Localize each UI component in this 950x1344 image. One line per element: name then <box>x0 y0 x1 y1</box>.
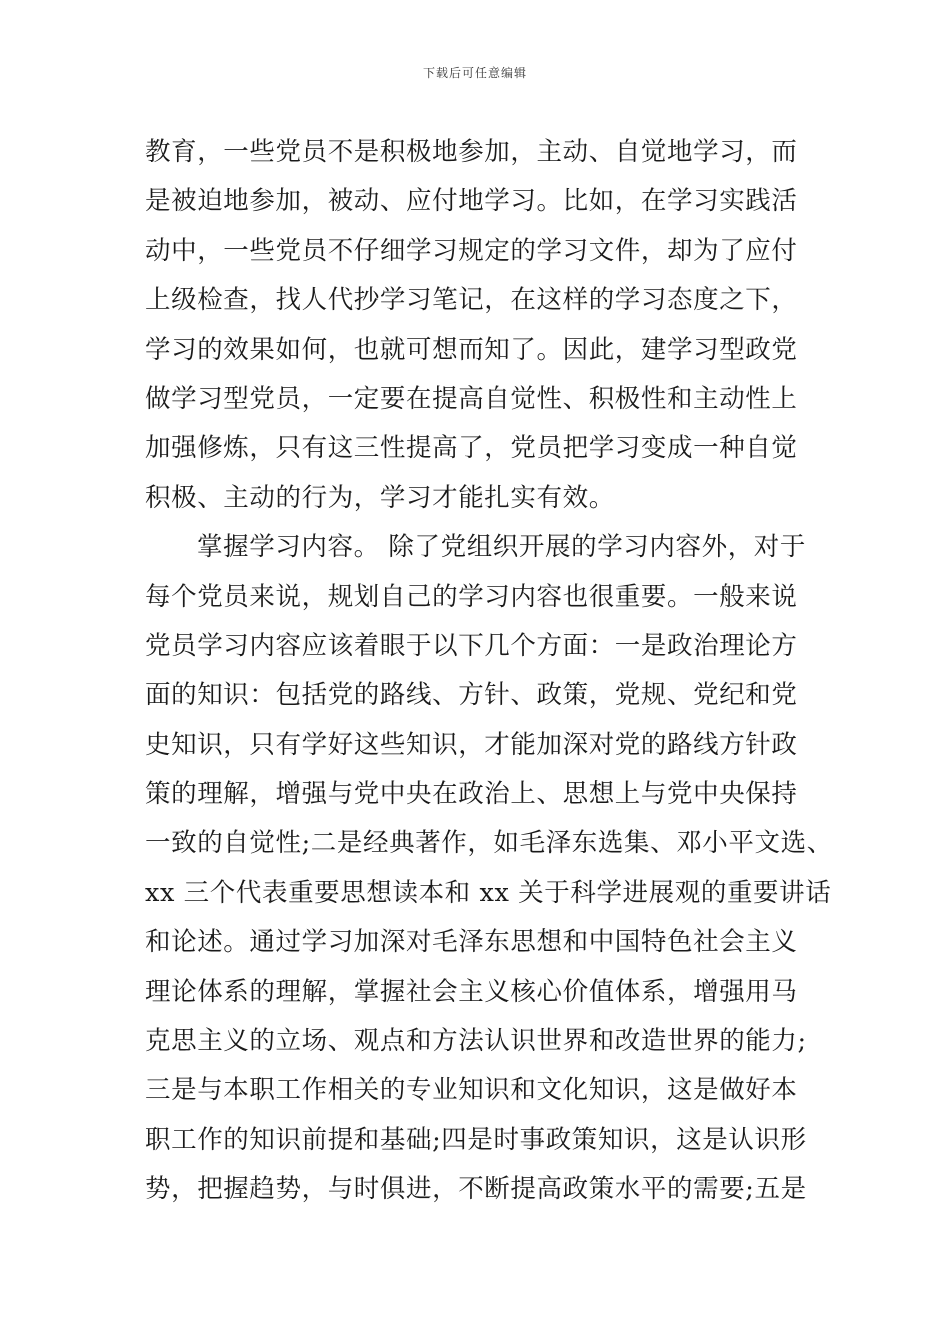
text-line: 动中，一些党员不仔细学习规定的学习文件，却为了应付 <box>145 235 798 266</box>
text-line: 三是与本职工作相关的专业知识和文化知识，这是做好本 <box>145 1075 798 1106</box>
text-line: 积极、主动的行为，学习才能扎实有效。 <box>145 482 615 513</box>
text-line: xx 三个代表重要思想读本和 xx 关于科学进展观的重要讲话 <box>145 877 832 908</box>
text-line: 职工作的知识前提和基础;四是时事政策知识，这是认识形 <box>145 1124 807 1155</box>
body-text <box>145 128 833 1215</box>
text-line: 势，把握趋势，与时俱进，不断提高政策水平的需要;五是 <box>145 1174 807 1205</box>
text-line: 党员学习内容应该着眼于以下几个方面：一是政治理论方 <box>145 630 798 661</box>
text-line: 学习的效果如何，也就可想而知了。因此，建学习型政党 <box>145 334 798 365</box>
text-line: 掌握学习内容。 除了党组织开展的学习内容外，对于 <box>197 532 807 563</box>
text-line: 是被迫地参加，被动、应付地学习。比如，在学习实践活 <box>145 186 798 217</box>
text-line: 一致的自觉性;二是经典著作，如毛泽东选集、邓小平文选、 <box>145 828 833 859</box>
text-line: 史知识，只有学好这些知识，才能加深对党的路线方针政 <box>145 729 798 760</box>
text-line: 加强修炼，只有这三性提高了，党员把学习变成一种自觉 <box>145 433 798 464</box>
text-line: 和论述。通过学习加深对毛泽东思想和中国特色社会主义 <box>145 927 798 958</box>
page-header: 下载后可任意编辑 <box>422 66 527 80</box>
text-line: 克思主义的立场、观点和方法认识世界和改造世界的能力; <box>145 1026 807 1057</box>
text-line: 策的理解，增强与党中央在政治上、思想上与党中央保持 <box>145 779 798 810</box>
text-line: 理论体系的理解，掌握社会主义核心价值体系，增强用马 <box>145 976 798 1007</box>
text-line: 上级检查，找人代抄学习笔记，在这样的学习态度之下， <box>145 285 798 316</box>
text-line: 教育，一些党员不是积极地参加，主动、自觉地学习，而 <box>145 137 798 167</box>
text-line: 面的知识：包括党的路线、方针、政策，党规、党纪和党 <box>145 680 798 711</box>
text-line: 每个党员来说，规划自己的学习内容也很重要。一般来说 <box>145 581 798 612</box>
text-line: 做学习型党员，一定要在提高自觉性、积极性和主动性上 <box>145 383 798 414</box>
